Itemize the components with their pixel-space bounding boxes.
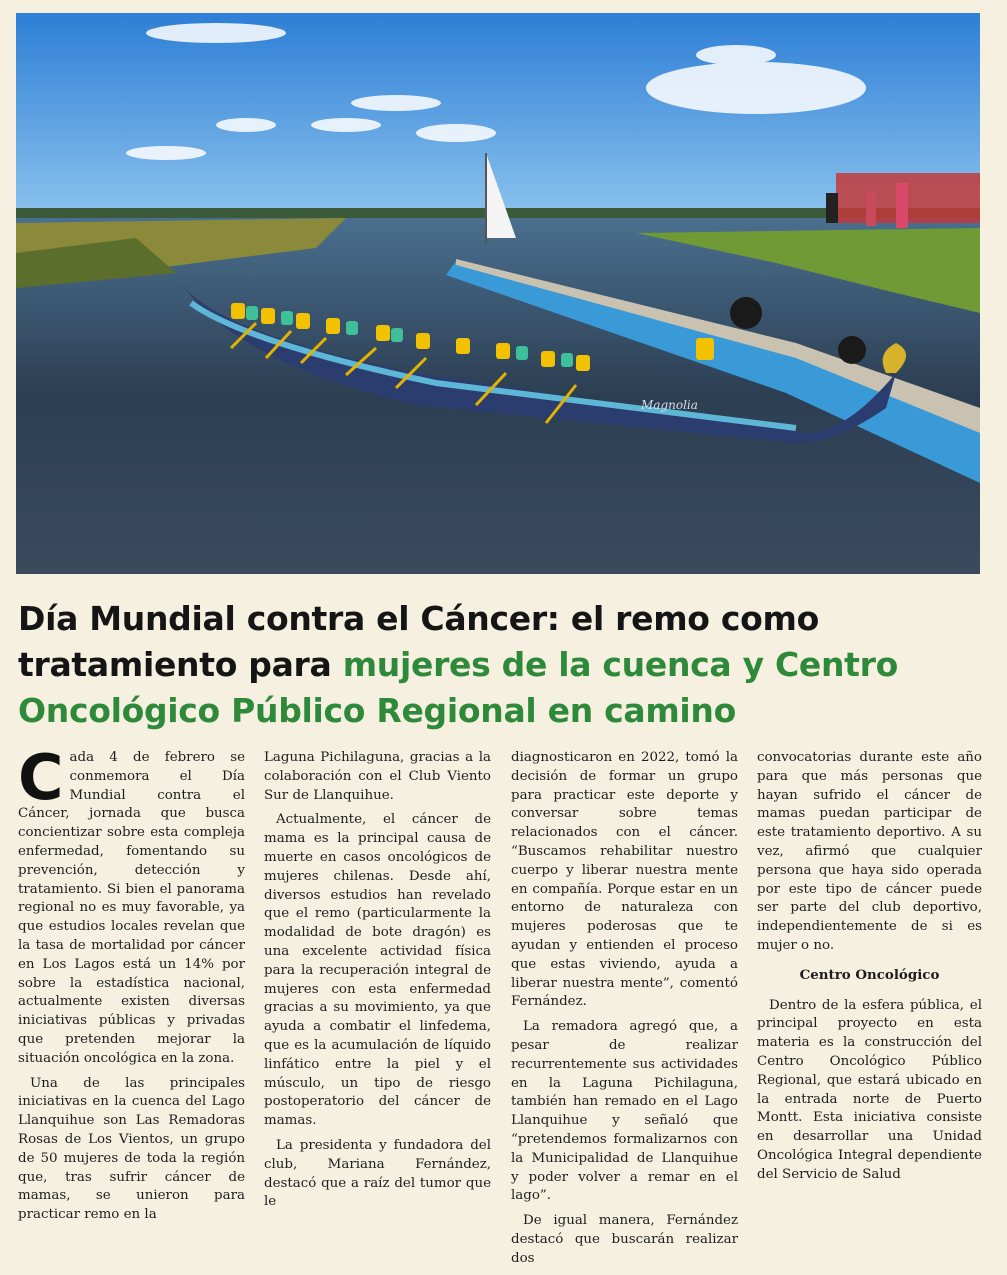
paragraph: Dentro de la esfera pública, el principal proyecto en esta materia es la construcción del Centro Oncológico Público Regional, que estará ubicado en la entrada norte de Puerto Montt. Esta iniciativa consiste en desarrollar una Unidad Oncológica Integral dependiente del Servicio de Salud [757, 997, 982, 1182]
headline-black: Día Mundial contra el Cáncer: el remo como tratamiento para [18, 599, 819, 684]
paragraph: convocatorias durante este año para que más personas que hayan sufrido el cáncer de mamas puedan participar de este tratamiento deportivo. A su vez, afirmó que cualquier persona que haya sido operada por este tipo de cáncer puede ser parte del club deportivo, independientemente de si es mujer o no. [757, 750, 982, 953]
drop-cap: C [18, 741, 64, 814]
paragraph: De igual manera, Fernández destacó que buscarán realizar dos [511, 1213, 738, 1266]
dragon-boat-photo-icon [16, 13, 980, 574]
paragraph: Una de las principales iniciativas en la cuenca del Lago Llanquihue son Las Remadoras Rosas de Los Vientos, un grupo de 50 mujeres de toda la región que, tras sufrir cáncer de mamas, se unieron para practicar remo en la [18, 1075, 245, 1223]
article-column-2 [264, 749, 491, 1218]
paragraph-text: ada 4 de febrero se conmemora el Día Mundial contra el Cáncer, jornada que busca concientizar sobre esta compleja enfermedad, fomentando su prevención, detección y tratamiento. Si bien el panorama regional no es muy favorable, ya que estudios locales revelan que la tasa de mortalidad por cáncer en Los Lagos está un 14% por sobre la estadística nacional, actualmente existen diversas iniciativas públicas y privadas que pretenden mejorar la situación oncológica en la zona. [18, 750, 245, 1066]
article-column-1 [18, 741, 245, 1231]
boat-name: Magnolia [641, 398, 698, 412]
paragraph: diagnosticaron en 2022, tomó la decisión de formar un grupo para practicar este deporte y conversar sobre temas relacionados con el cáncer. “Buscamos rehabilitar nuestro cuerpo y liberar nuestra mente en compañía. Porque estar en un entorno de naturaleza con mujeres poderosas que te ayudan y entienden el proceso que estas viviendo, ayuda a liberar nuestra mente”, comentó Fernández. [511, 750, 738, 1010]
article-photo [16, 13, 980, 574]
article-column-3 [511, 749, 738, 1275]
paragraph: Actualmente, el cáncer de mama es la principal causa de muerte en casos oncológicos de mujeres chilenas. Desde ahí, diversos estudios han revelado que el remo (particularmente la modalidad de bote dragón) es una excelente actividad física para la recuperación integral de mujeres con esta enfermedad gracias a su movimiento, ya que ayuda a combatir el linfedema, que es la acumulación de líquido linfático entre la piel y el músculo, un tipo de riesgo postoperatorio del cáncer de mamas. [264, 812, 491, 1129]
article-column-4 [757, 749, 982, 1191]
paragraph: La presidenta y fundadora del club, Mariana Fernández, destacó que a raíz del tumor que le [264, 1137, 491, 1210]
article-headline [18, 596, 988, 734]
paragraph [18, 741, 245, 1069]
section-subheading: Centro Oncológico [799, 966, 940, 983]
paragraph: La remadora agregó que, a pesar de realizar recurrentemente sus actividades en la Laguna Pichilaguna, también han remado en el Lago Llanquihue y señaló que “pretendemos formalizarnos con la Municipalidad de Llanquihue y poder volver a remar en el lago”. [511, 1019, 738, 1204]
headline-green: mujeres de la cuenca y Centro Oncológico Público Regional en camino [18, 645, 898, 730]
paragraph: Laguna Pichilaguna, gracias a la colaboración con el Club Viento Sur de Llanquihue. [264, 750, 491, 803]
